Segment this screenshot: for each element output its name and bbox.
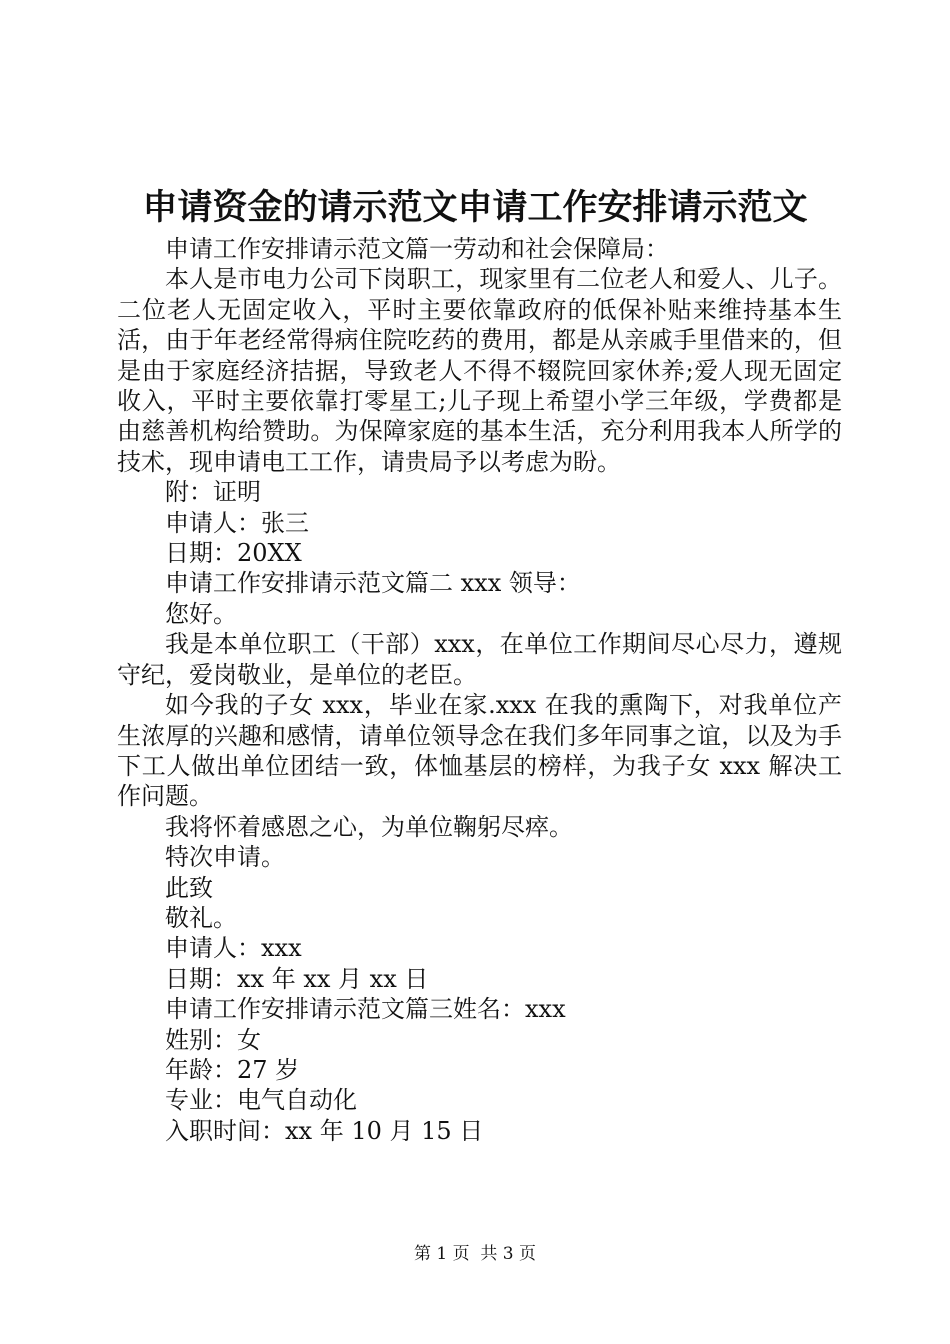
paragraph-closing-2: 敬礼。 xyxy=(165,903,237,932)
page-footer: 第 1 页 共 3 页 xyxy=(413,1244,537,1264)
paragraph-request-body-1: 本人是市电力公司下岗职工，现家里有二位老人和爱人、儿子。二位老人无固定收入，平时主要依靠政府的低保补贴来维持基本生活，由于年老经常得病住院吃药的费用，都是从亲戚手里借来的，但是由于家庭经济拮据，导致老人不得不辍院回家休养;爱人现无固定收入，平时主要依靠打零星工;儿子现上希望小学三年级，学费都是由慈善机构给赞助。为保障家庭的基本生活，充分利用我本人所学的技术，现申请电工工作，请贵局予以考虑为盼。 xyxy=(117,265,842,476)
paragraph-special-request: 特次申请。 xyxy=(165,843,285,872)
paragraph-attachment: 附：证明 xyxy=(165,478,261,507)
paragraph-age: 年龄：27 岁 xyxy=(165,1055,300,1084)
paragraph-salutation-1: 申请工作安排请示范文篇一劳动和社会保障局： xyxy=(165,235,669,263)
paragraph-major: 专业：电气自动化 xyxy=(165,1086,357,1115)
paragraph-closing-1: 此致 xyxy=(165,873,213,902)
document-title: 申请资金的请示范文申请工作安排请示范文 xyxy=(142,187,808,228)
document-body xyxy=(117,234,842,1146)
paragraph-gratitude: 我将怀着感恩之心，为单位鞠躬尽瘁。 xyxy=(165,812,573,841)
paragraph-self-intro: 我是本单位职工（干部）xxx，在单位工作期间尽心尽力，遵规守纪，爱岗敬业，是单位的老臣。 xyxy=(117,630,842,689)
paragraph-start-date: 入职时间：xx 年 10 月 15 日 xyxy=(165,1116,484,1145)
paragraph-salutation-2: 申请工作安排请示范文篇二 xxx 领导： xyxy=(165,569,581,598)
paragraph-greeting: 您好。 xyxy=(165,599,237,628)
paragraph-gender: 姓别：女 xyxy=(165,1025,261,1054)
paragraph-name-3: 申请工作安排请示范文篇三姓名：xxx xyxy=(165,995,566,1024)
paragraph-applicant-2: 申请人：xxx xyxy=(165,934,302,963)
paragraph-request-body-2: 如今我的子女 xxx，毕业在家.xxx 在我的熏陶下，对我单位产生浓厚的兴趣和感情，请单位领导念在我们多年同事之谊，以及为手下工人做出单位团结一致，体恤基层的榜样，为我子女 xxx 解决工作问题。 xyxy=(117,691,842,811)
paragraph-applicant-1: 申请人：张三 xyxy=(165,508,309,537)
paragraph-date-2: 日期：xx 年 xx 月 xx 日 xyxy=(165,964,429,993)
paragraph-date-1: 日期：20XX xyxy=(165,539,302,568)
